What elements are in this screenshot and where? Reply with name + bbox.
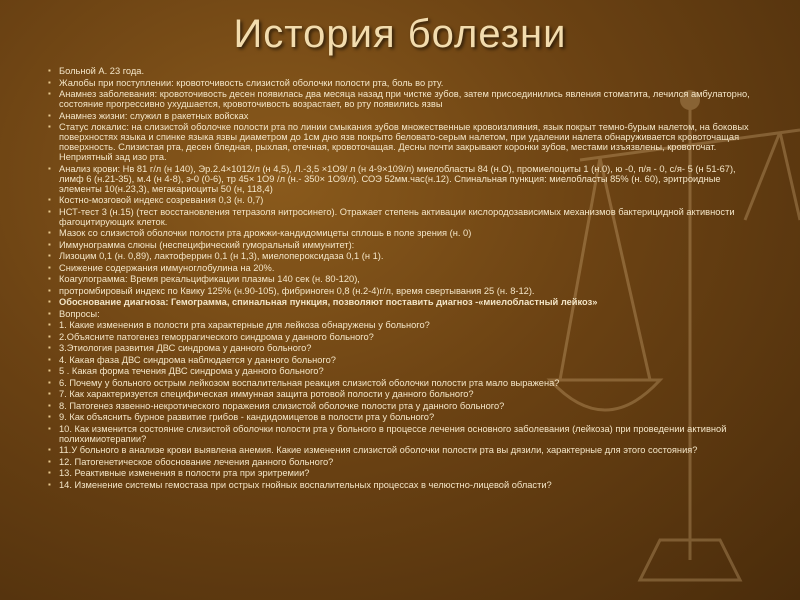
- list-item: ▪ Вопросы:: [48, 309, 754, 319]
- list-item: ▪ Статус локалис: на слизистой оболочке полости рта по линии смыкания зубов множественные кровоизлияния, язык покрыт темно-бурым налетом, на боковых поверхностях языка и спинке языка язвы диаметром до 1см дно язв покрыто беловато-серым налетом, при удалении налета обнаруживается кровоточащая поверхность. Слизистая рта, десен бледная, рыхлая, отечная, кровоточащая. Десны почти закрывают коронки зубов, местами изъязвлены, кровоточат. Неприятный зад изо рта.: [48, 122, 754, 162]
- list-item: ▪ протромбировый индекс по Квику 125% (н.90-105), фибриноген 0,8 (н.2-4)г/л, время свертывания 25 (н. 8-12).: [48, 286, 754, 296]
- list-item: ▪ Снижение содержания иммуноглобулина на 20%.: [48, 263, 754, 273]
- list-item: ▪ НСТ-тест 3 (н.15) (тест восстановления тетразоля нитросинего). Отражает степень активации кислородозависимых механизмов бактерицидной активности фагоцитирующих клеток.: [48, 207, 754, 227]
- question-item: ▪ 9. Как объяснить бурное развитие грибов - кандидомицетов в полости рта у больного?: [48, 412, 754, 422]
- case-history-list: [48, 66, 754, 491]
- list-item: ▪ Костно-мозговой индекс созревания 0,3 (н. 0,7): [48, 195, 754, 205]
- question-item: ▪ 4. Какая фаза ДВС синдрома наблюдается у данного больного?: [48, 355, 754, 365]
- list-item: ▪ Анамнез заболевания: кровоточивость десен появилась два месяца назад при чистке зубов, затем присоединились явления стоматита, лечился амбулаторно, состояние прогрессивно ухудшается, кровоточивость возрастает, во рту появились язвы: [48, 89, 754, 109]
- question-item: ▪ 6. Почему у больного острым лейкозом воспалительная реакция слизистой оболочки полости рта мало выражена?: [48, 378, 754, 388]
- list-item: ▪ Жалобы при поступлении: кровоточивость слизистой оболочки полости рта, боль во рту.: [48, 78, 754, 88]
- question-item: ▪ 13. Реактивные изменения в полости рта при эритремии?: [48, 468, 754, 478]
- list-item: ▪ Мазок со слизистой оболочки полости рта дрожжи-кандидомицеты сплошь в поле зрения (н. 0): [48, 228, 754, 238]
- question-item: ▪ 3.Этиология развития ДВС синдрома у данного больного?: [48, 343, 754, 353]
- question-item: ▪ 14. Изменение системы гемостаза при острых гнойных воспалительных процессах в челюстно-лицевой области?: [48, 480, 754, 490]
- list-item: ▪ Лизоцим 0,1 (н. 0,89), лактоферрин 0,1 (н 1,3), миелопероксидаза 0,1 (н 1).: [48, 251, 754, 261]
- question-item: ▪ 10. Как изменится состояние слизистой оболочки полости рта у больного в процессе лечения основного заболевания (лейкоза) при проведении активной полихимиотерапии?: [48, 424, 754, 444]
- list-item: ▪ Анализ крови: Нв 81 г/л (н 140), Эр.2.4×1012/л (н 4,5), Л.-3,5 ×1О9/ л (н 4-9×109/л) миелобласты 84 (н.О), промиелоциты 1 (н.0), ю -0, п/я - 0, с/я- 5 (н 51-67), лимф 6 (н.21-35), м.4 (н 4-8), э-0 (0-6), тр 45× 1О9 /л (н.- 350× 1О9/л). СОЭ 52мм.час(н.12). Спинальная пункция: миелобласты 85% (н. 60), эритроидные элементы 10(н.23,3), мегакариоциты 50 (н, 118,4): [48, 164, 754, 194]
- list-item: ▪ Больной А. 23 года.: [48, 66, 754, 76]
- question-item: ▪ 12. Патогенетическое обоснование лечения данного больного?: [48, 457, 754, 467]
- question-item: ▪ 8. Патогенез язвенно-некротического поражения слизистой оболочке полости рта у данного больного?: [48, 401, 754, 411]
- question-item: ▪ 1. Какие изменения в полости рта характерные для лейкоза обнаружены у больного?: [48, 320, 754, 330]
- list-item-bold: ▪ Обоснование диагноза: Гемограмма, спинальная пункция, позволяют поставить диагноз -«миелобластный лейкоз»: [48, 297, 754, 307]
- list-item: ▪ Коагулограмма: Время рекальцификации плазмы 140 сек (н. 80-120),: [48, 274, 754, 284]
- question-item: ▪ 2.Объясните патогенез геморрагического синдрома у данного больного?: [48, 332, 754, 342]
- list-item: ▪ Анамнез жизни: служил в ракетных войсках: [48, 111, 754, 121]
- question-item: ▪ 11.У больного в анализе крови выявлена анемия. Какие изменения слизистой оболочки полости рта вы дязили, характерные для этого состояния?: [48, 445, 754, 455]
- slide-title: История болезни: [233, 12, 567, 56]
- question-item: ▪ 7. Как характеризуется специфическая иммунная защита ротовой полости у данного больного?: [48, 389, 754, 399]
- question-item: ▪ 5 . Какая форма течения ДВС синдрома у данного больного?: [48, 366, 754, 376]
- list-item: ▪ Иммунограмма слюны (неспецифический гуморальный иммунитет):: [48, 240, 754, 250]
